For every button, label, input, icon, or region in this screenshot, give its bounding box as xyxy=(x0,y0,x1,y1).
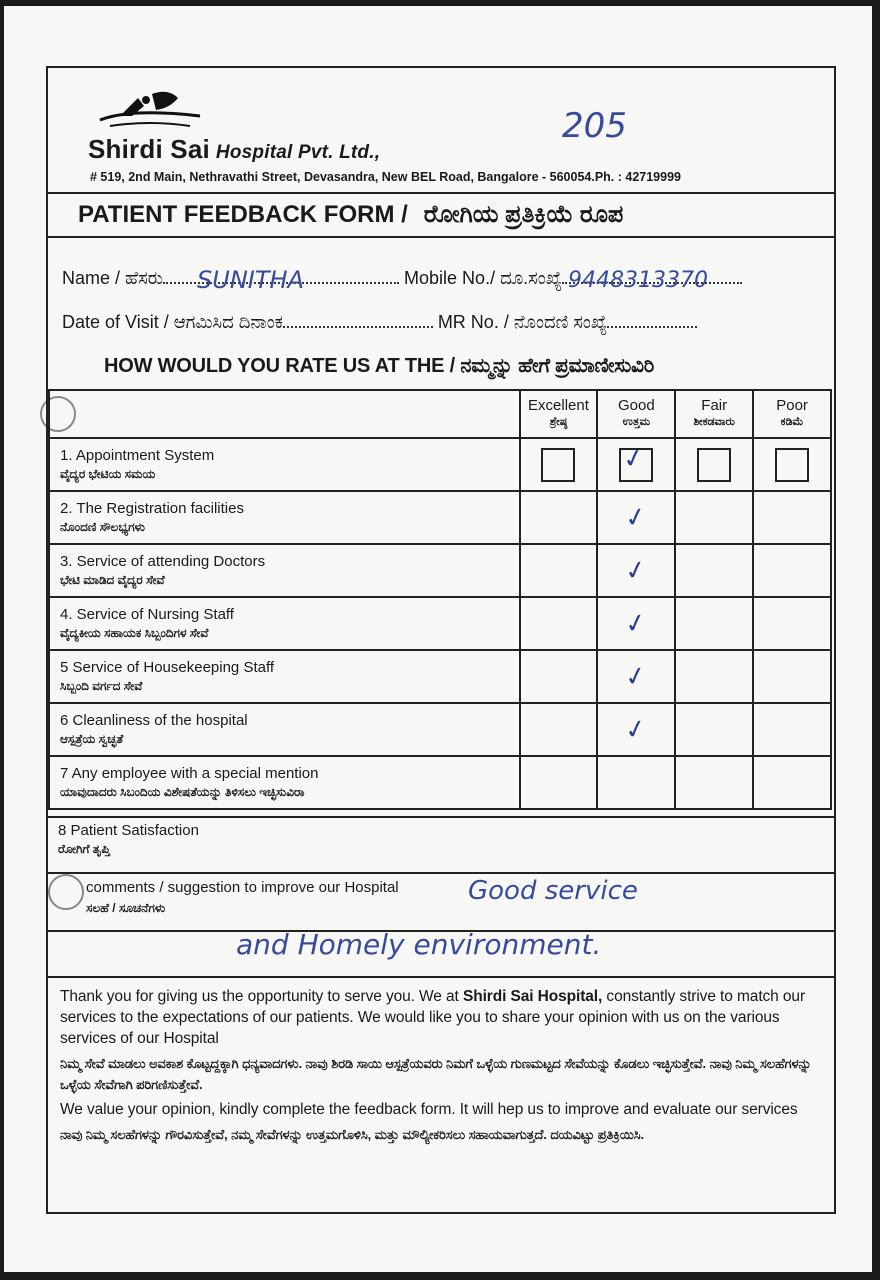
thanks-paragraph-3: We value your opinion, kindly complete the feedback form. It will hep us to improve and evaluate our services xyxy=(60,1101,798,1118)
name-label: Name / ಹೆಸರು xyxy=(62,268,164,288)
question-row xyxy=(49,703,831,756)
rating-cell-excellent[interactable] xyxy=(520,756,598,809)
question-label: 4. Service of Nursing Staff ವೈದ್ಯಕೀಯ ಸಹಾಯಕ ಸಿಬ್ಬಂದಿಗಳ ಸೇವೆ xyxy=(49,597,520,650)
rating-cell-fair[interactable] xyxy=(675,491,753,544)
rating-cell-good[interactable] xyxy=(597,438,675,491)
hospital-name: Shirdi Sai Hospital Pvt. Ltd., xyxy=(88,134,381,164)
handwritten-reference-number: 205 xyxy=(562,106,627,146)
rating-cell-poor[interactable] xyxy=(753,650,831,703)
name-row xyxy=(62,266,742,294)
divider xyxy=(48,976,834,978)
rating-cell-poor[interactable] xyxy=(753,756,831,809)
form-title: PATIENT FEEDBACK FORM / ರೋಗಿಯ ಪ್ರತಿಕ್ರಿಯೆ ರೂಪ xyxy=(78,201,624,228)
rating-cell-excellent[interactable] xyxy=(520,438,598,491)
thanks-paragraph-4-kannada: ನಾವು ನಿಮ್ಮ ಸಲಹೆಗಳನ್ನು ಗೌರವಿಸುತ್ತೇವೆ, ನಮ್ಮ ಸೇವೆಗಳನ್ನು ಉತ್ತಮಗೊಳಿಸಿ, ಮತ್ತು ಮೌಲ್ಯೀಕರಿಸಲು ಸಹಾಯವಾಗುತ್ತದೆ. ದಯವಿಟ್ಟು ಪ್ರತಿಕ್ರಿಯಿಸಿ. xyxy=(60,1127,645,1142)
rating-cell-excellent[interactable] xyxy=(520,544,598,597)
mobile-value: 9448313370 xyxy=(568,268,709,293)
paper-sheet xyxy=(4,6,872,1272)
rating-cell-excellent[interactable] xyxy=(520,597,598,650)
question-label: 1. Appointment System ವೈದ್ಯರ ಭೇಟಿಯ ಸಮಯ xyxy=(49,438,520,491)
rating-cell-good[interactable] xyxy=(597,597,675,650)
question-label: 2. The Registration facilities ನೊಂದಣಿ ಸೌಲಭ್ಯಗಳು xyxy=(49,491,520,544)
patient-satisfaction: 8 Patient Satisfaction ರೋಗಿಗೆ ತೃಪ್ತಿ xyxy=(58,822,199,856)
rating-cell-good[interactable] xyxy=(597,491,675,544)
rating-table xyxy=(48,389,832,810)
rating-cell-excellent[interactable] xyxy=(520,491,598,544)
divider xyxy=(48,192,834,194)
divider xyxy=(48,872,834,874)
mr-label: MR No. / ನೊಂದಣಿ ಸಂಖ್ಯೆ xyxy=(437,312,608,332)
mobile-label: Mobile No./ ದೂ.ಸಂಖ್ಯೆ xyxy=(404,268,563,288)
question-label: 3. Service of attending Doctors ಭೇಟಿ ಮಾಡಿದ ವೈದ್ಯರ ಸೇವೆ xyxy=(49,544,520,597)
rating-checkbox[interactable] xyxy=(541,448,575,482)
check-mark-icon: ✓ xyxy=(620,441,649,476)
rating-cell-poor[interactable] xyxy=(753,703,831,756)
mobile-field[interactable] xyxy=(562,268,742,293)
comment-line-1: Good service xyxy=(468,876,638,906)
rating-cell-good[interactable] xyxy=(597,544,675,597)
rating-checkbox[interactable] xyxy=(619,441,653,482)
rating-cell-fair[interactable] xyxy=(675,438,753,491)
rating-cell-poor[interactable] xyxy=(753,438,831,491)
check-mark-icon: ✓ xyxy=(622,712,651,747)
mr-field[interactable] xyxy=(607,326,697,328)
comment-line-2: and Homely environment. xyxy=(236,928,602,961)
question-row xyxy=(49,597,831,650)
rating-cell-poor[interactable] xyxy=(753,597,831,650)
column-good: Good ಉತ್ತಮ xyxy=(597,390,675,438)
rating-cell-good[interactable] xyxy=(597,703,675,756)
rating-cell-excellent[interactable] xyxy=(520,703,598,756)
check-mark-icon: ✓ xyxy=(622,659,651,694)
rating-cell-fair[interactable] xyxy=(675,544,753,597)
question-row xyxy=(49,544,831,597)
column-poor: Poor ಕಡಿಮೆ xyxy=(753,390,831,438)
date-field[interactable] xyxy=(283,326,433,328)
question-row xyxy=(49,438,831,491)
hospital-logo xyxy=(90,86,210,136)
rating-cell-poor[interactable] xyxy=(753,544,831,597)
feedback-form xyxy=(46,66,836,1214)
thanks-paragraph-2-kannada: ನಿಮ್ಮ ಸೇವೆ ಮಾಡಲು ಅವಕಾಶ ಕೊಟ್ಟದ್ದಕ್ಕಾಗಿ ಧನ್ಯವಾದಗಳು. ನಾವು ಶಿರಡಿ ಸಾಯಿ ಆಸ್ಪತ್ರೆಯವರು ನಿಮಗೆ ಒಳ್ಳೆಯ ಗುಣಮಟ್ಟದ ಸೇವೆಯನ್ನು ಕೊಡಲು ಇಚ್ಛಿಸುತ್ತೇವೆ. ನಾವು ನಿಮ್ಮ ಸಲಹೆಗಳನ್ನು ಒಳ್ಳೆಯ ಸೇವೆಗಾಗಿ ಪರಿಗಣಿಸುತ್ತೇವೆ. xyxy=(60,1056,812,1092)
question-label: 7 Any employee with a special mention ಯಾವುದಾದರು ಸಿಬಂದಿಯ ವಿಶೇಷತೆಯನ್ನು ತಿಳಿಸಲು ಇಚ್ಛಿಸುವಿರಾ xyxy=(49,756,520,809)
rating-cell-fair[interactable] xyxy=(675,597,753,650)
name-value: SUNITHA xyxy=(197,266,304,294)
rating-heading: HOW WOULD YOU RATE US AT THE / ನಮ್ಮನ್ನು ಹೇಗೆ ಪ್ರಮಾಣೀಸುವಿರಿ xyxy=(104,355,655,377)
question-row xyxy=(49,756,831,809)
column-fair: Fair ಶೀಕಡವಾರು xyxy=(675,390,753,438)
question-label: 6 Cleanliness of the hospital ಆಸ್ಪತ್ರೆಯ ಸ್ವಚ್ಛತೆ xyxy=(49,703,520,756)
check-mark-icon: ✓ xyxy=(622,553,651,588)
date-label: Date of Visit / ಆಗಮಿಸಿದ ದಿನಾಂಕ xyxy=(62,312,283,332)
column-excellent: Excellent ಶ್ರೇಷ್ಠ xyxy=(520,390,598,438)
rating-checkbox[interactable] xyxy=(697,448,731,482)
question-row xyxy=(49,491,831,544)
rating-checkbox[interactable] xyxy=(775,448,809,482)
check-mark-icon: ✓ xyxy=(622,500,651,535)
thank-you-note xyxy=(60,986,826,1149)
rating-cell-fair[interactable] xyxy=(675,650,753,703)
rating-cell-excellent[interactable] xyxy=(520,650,598,703)
rating-cell-fair[interactable] xyxy=(675,756,753,809)
rating-cell-good[interactable] xyxy=(597,756,675,809)
divider xyxy=(48,816,834,818)
divider xyxy=(48,236,834,238)
question-label: 5 Service of Housekeeping Staff ಸಿಬ್ಬಂದಿ ವರ್ಗದ ಸೇವೆ xyxy=(49,650,520,703)
name-field[interactable] xyxy=(163,266,399,294)
thanks-paragraph-1: Thank you for giving us the opportunity to serve you. We at Shirdi Sai Hospital, constantly strive to match our services to the expectations of our patients. We would like you to share your opinion with us on the various services of our Hospital xyxy=(60,988,806,1047)
question-column-header xyxy=(49,390,520,438)
visit-row xyxy=(62,312,697,333)
hospital-address: # 519, 2nd Main, Nethravathi Street, Devasandra, New BEL Road, Bangalore - 560054.Ph. : 42719999 xyxy=(90,170,681,184)
question-row xyxy=(49,650,831,703)
check-mark-icon: ✓ xyxy=(622,606,651,641)
rating-cell-good[interactable] xyxy=(597,650,675,703)
comments-label: comments / suggestion to improve our Hospital ಸಲಹೆ / ಸೂಚನೆಗಳು xyxy=(86,879,399,915)
rating-cell-poor[interactable] xyxy=(753,491,831,544)
rating-cell-fair[interactable] xyxy=(675,703,753,756)
rating-header-row xyxy=(49,390,831,438)
